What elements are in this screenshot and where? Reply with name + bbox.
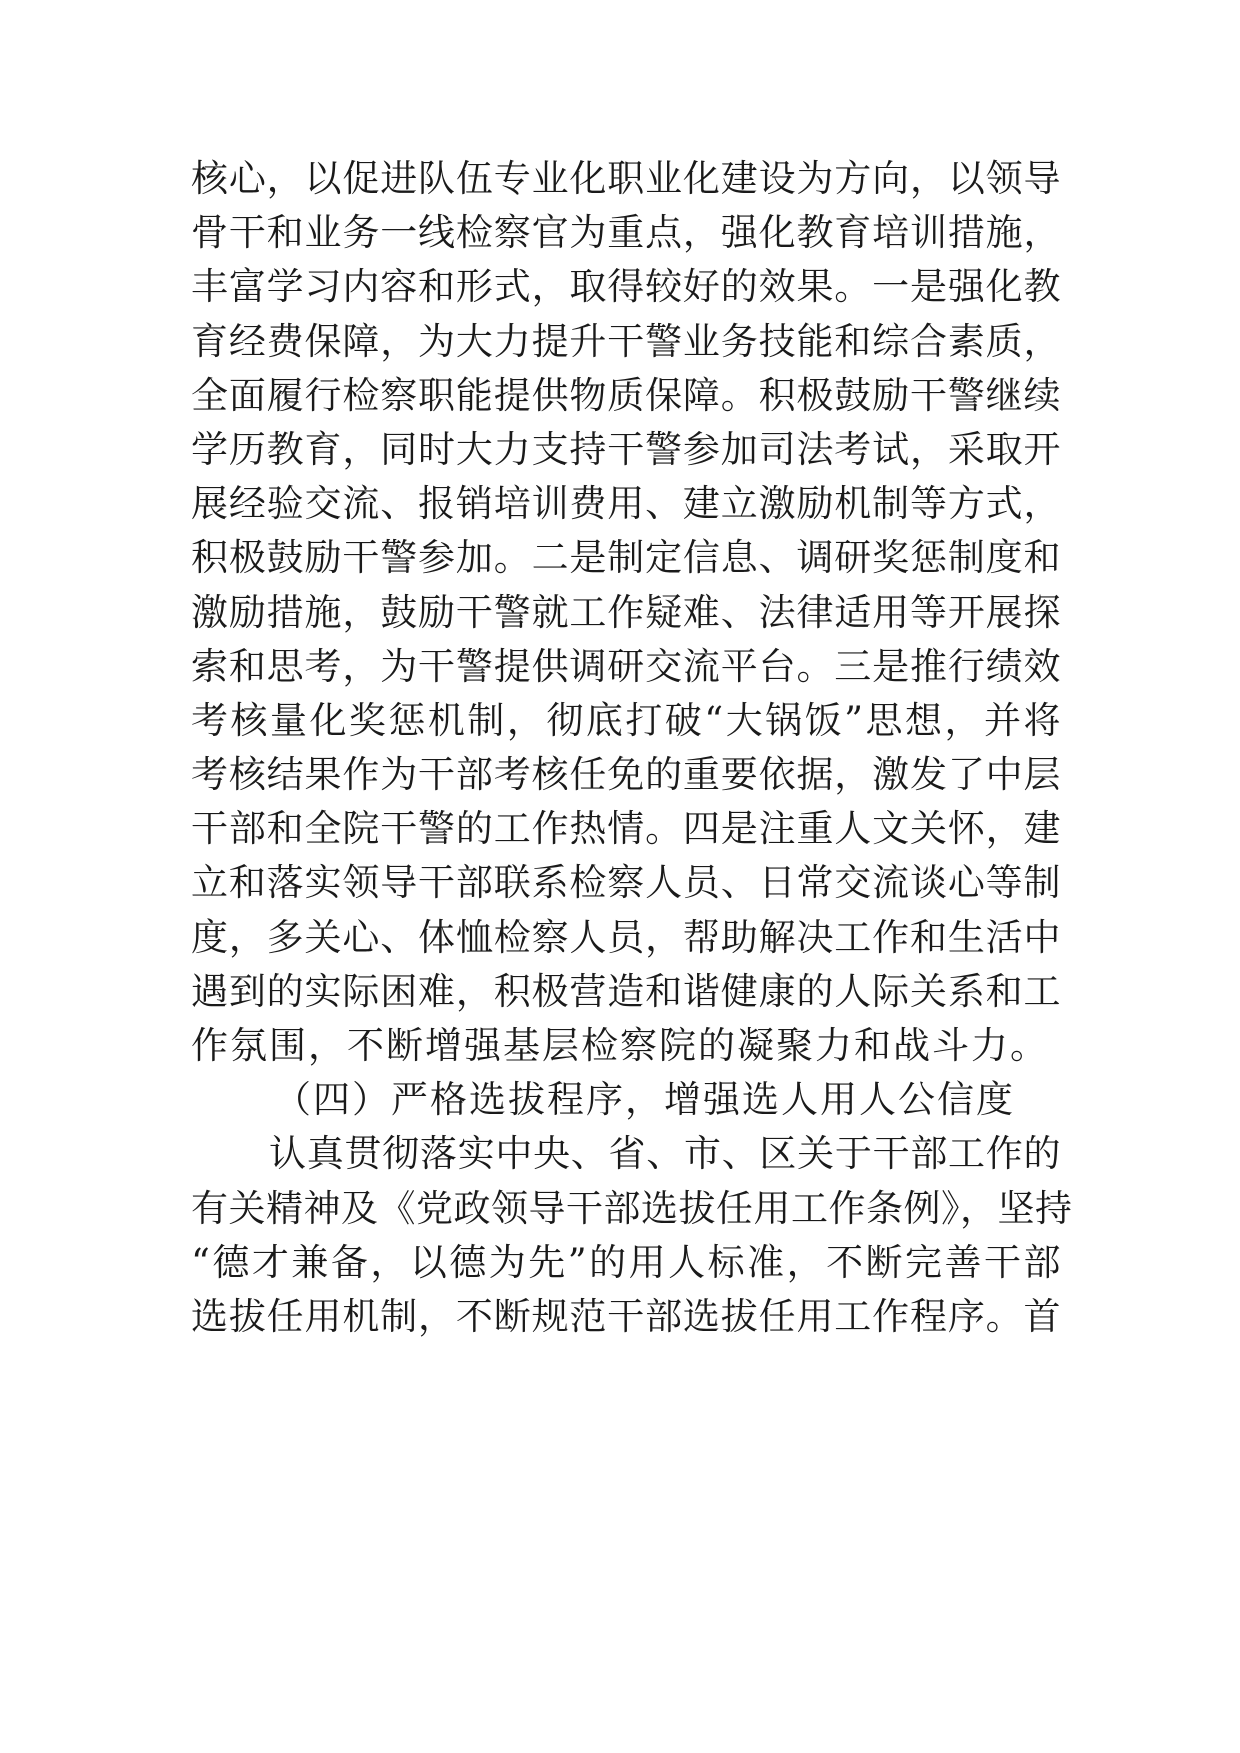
paragraph-line: 选拔任用机制，不断规范干部选拔任用工作程序。首 xyxy=(191,1294,1061,1338)
paragraph-line: “德才兼备，以德为先”的用人标准，不断完善干部 xyxy=(191,1240,1061,1284)
paragraph-line: 核心，以促进队伍专业化职业化建设为方向，以领导 xyxy=(191,157,1061,200)
paragraph-line: 度，多关心、体恤检察人员，帮助解决工作和生活中 xyxy=(191,915,1061,959)
paragraph-line: 骨干和业务一线检察官为重点，强化教育培训措施， xyxy=(191,211,1061,255)
paragraph-line: 考核量化奖惩机制，彻底打破“大锅饭”思想，并将 xyxy=(191,698,1061,742)
paragraph-line: 干部和全院干警的工作热情。四是注重人文关怀，建 xyxy=(191,807,1061,851)
paragraph-line: 认真贯彻落实中央、省、市、区关于干部工作的 xyxy=(269,1132,1061,1176)
paragraph-line: 育经费保障，为大力提升干警业务技能和综合素质， xyxy=(191,319,1061,363)
paragraph-line: 考核结果作为干部考核任免的重要依据，激发了中层 xyxy=(191,753,1061,797)
paragraph-line: 积极鼓励干警参加。二是制定信息、调研奖惩制度和 xyxy=(191,536,1061,580)
paragraph-line: 展经验交流、报销培训费用、建立激励机制等方式， xyxy=(191,482,1061,526)
paragraph-line: 学历教育，同时大力支持干警参加司法考试，采取开 xyxy=(191,427,1061,471)
paragraph-line: 全面履行检察职能提供物质保障。积极鼓励干警继续 xyxy=(191,373,1061,417)
paragraph-line: 作氛围，不断增强基层检察院的凝聚力和战斗力。 xyxy=(191,1024,1049,1067)
paragraph-line: 索和思考，为干警提供调研交流平台。三是推行绩效 xyxy=(191,644,1061,688)
paragraph-line: 激励措施，鼓励干警就工作疑难、法律适用等开展探 xyxy=(191,590,1061,634)
paragraph-line: 丰富学习内容和形式，取得较好的效果。一是强化教 xyxy=(191,265,1061,309)
body-text xyxy=(191,152,1073,1344)
paragraph-line: 有关精神及《党政领导干部选拔任用工作条例》，坚持 xyxy=(191,1186,1073,1230)
paragraph-line: 立和落实领导干部联系检察人员、日常交流谈心等制 xyxy=(191,861,1061,905)
section-heading: （四）严格选拔程序，增强选人用人公信度 xyxy=(274,1078,1015,1122)
paragraph-line: 遇到的实际困难，积极营造和谐健康的人际关系和工 xyxy=(191,969,1061,1013)
